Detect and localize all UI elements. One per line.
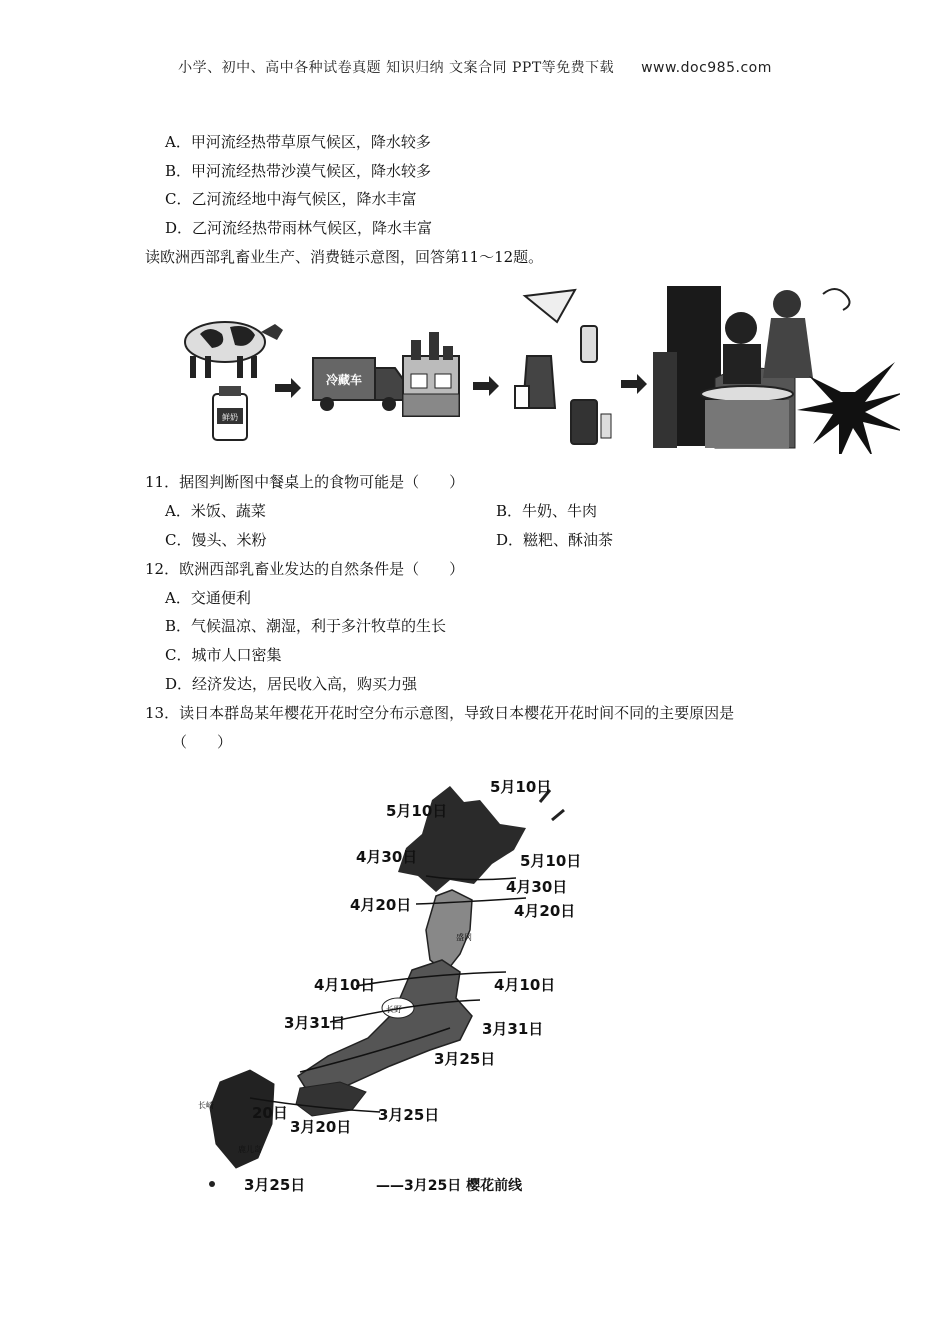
q11-option-a: A．米饭、蔬菜 xyxy=(165,502,266,520)
label-hok-nw: 5月10日 xyxy=(386,802,448,820)
label-south: 3月25日 xyxy=(244,1176,306,1194)
label-c-e: 3月31日 xyxy=(482,1020,544,1038)
q11-stem: 11．据图判断图中餐桌上的食物可能是（ ） xyxy=(145,473,465,491)
milk-can-illustration xyxy=(213,386,247,440)
label-mid-e: 4月10日 xyxy=(494,976,556,994)
label-hok-se: 5月10日 xyxy=(520,852,582,870)
q12-option-b: B．气候温凉、潮湿，利于多汁牧草的生长 xyxy=(165,617,447,635)
label-kyushu-a: 20日 xyxy=(252,1104,288,1122)
southern-island xyxy=(209,1181,215,1187)
q12-stem: 12．欧洲西部乳畜业发达的自然条件是（ ） xyxy=(145,560,465,578)
label-kagoshima: 鹿儿岛 xyxy=(238,1145,262,1154)
q12-option-a: A．交通便利 xyxy=(165,589,251,607)
dining-scene-illustration xyxy=(653,286,900,454)
can-label: 鲜奶 xyxy=(222,413,238,422)
q12-option-c: C．城市人口密集 xyxy=(165,646,282,664)
intro-11-12: 读欧洲西部乳畜业生产、消费链示意图，回答第11～12题。 xyxy=(145,248,544,266)
q11-option-c: C．馒头、米粉 xyxy=(165,531,267,549)
label-toh-e: 4月20日 xyxy=(514,902,576,920)
header-site[interactable]: www.doc985.com xyxy=(641,60,772,76)
q10-option-b: B．甲河流经热带沙漠气候区，降水较多 xyxy=(165,162,432,180)
label-hok-s: 4月30日 xyxy=(506,878,568,896)
label-c-w: 3月31日 xyxy=(284,1014,346,1032)
dairy-chain-figure xyxy=(175,282,900,454)
japan-cherry-blossom-map xyxy=(180,772,600,1202)
arrow-1-icon xyxy=(275,378,301,398)
dairy-products-illustration xyxy=(515,290,611,444)
q11-option-b: B．牛奶、牛肉 xyxy=(496,502,598,520)
q10-option-d: D．乙河流经热带雨林气候区，降水丰富 xyxy=(165,219,433,237)
q10-option-a: A．甲河流经热带草原气候区，降水较多 xyxy=(165,133,431,151)
label-nagasaki: 长崎 xyxy=(198,1101,214,1110)
label-nagano: 长野 xyxy=(386,1005,402,1014)
label-toh-w: 4月20日 xyxy=(350,896,412,914)
label-hok-w: 4月30日 xyxy=(356,848,418,866)
label-kyushu-b: 3月20日 xyxy=(290,1118,352,1136)
page-header xyxy=(0,57,950,77)
header-text: 小学、初中、高中各种试卷真题 知识归纳 文案合同 PPT等免费下载 xyxy=(178,60,615,76)
arrow-2-icon xyxy=(473,376,499,396)
refrigerated-truck-illustration xyxy=(313,358,405,411)
q13-stem: 13．读日本群岛某年樱花开花时空分布示意图，导致日本樱花开花时间不同的主要原因是 xyxy=(145,704,735,722)
q12-option-d: D．经济发达，居民收入高，购买力强 xyxy=(165,675,418,693)
label-morioka: 盛冈 xyxy=(456,933,472,942)
cow-illustration xyxy=(185,322,283,378)
q10-option-c: C．乙河流经地中海气候区，降水丰富 xyxy=(165,190,417,208)
factory-illustration xyxy=(403,332,459,416)
map-legend: ——3月25日 樱花前线 xyxy=(376,1178,523,1194)
arrow-3-icon xyxy=(621,374,647,394)
q13-paren: （ ） xyxy=(172,733,233,751)
label-hok-ne: 5月10日 xyxy=(490,778,552,796)
q11-option-d: D．糍粑、酥油茶 xyxy=(496,531,614,549)
label-mid-w: 4月10日 xyxy=(314,976,376,994)
label-tokyo-s: 3月25日 xyxy=(434,1050,496,1068)
truck-label: 冷藏车 xyxy=(325,373,363,387)
label-shikoku: 3月25日 xyxy=(378,1106,440,1124)
